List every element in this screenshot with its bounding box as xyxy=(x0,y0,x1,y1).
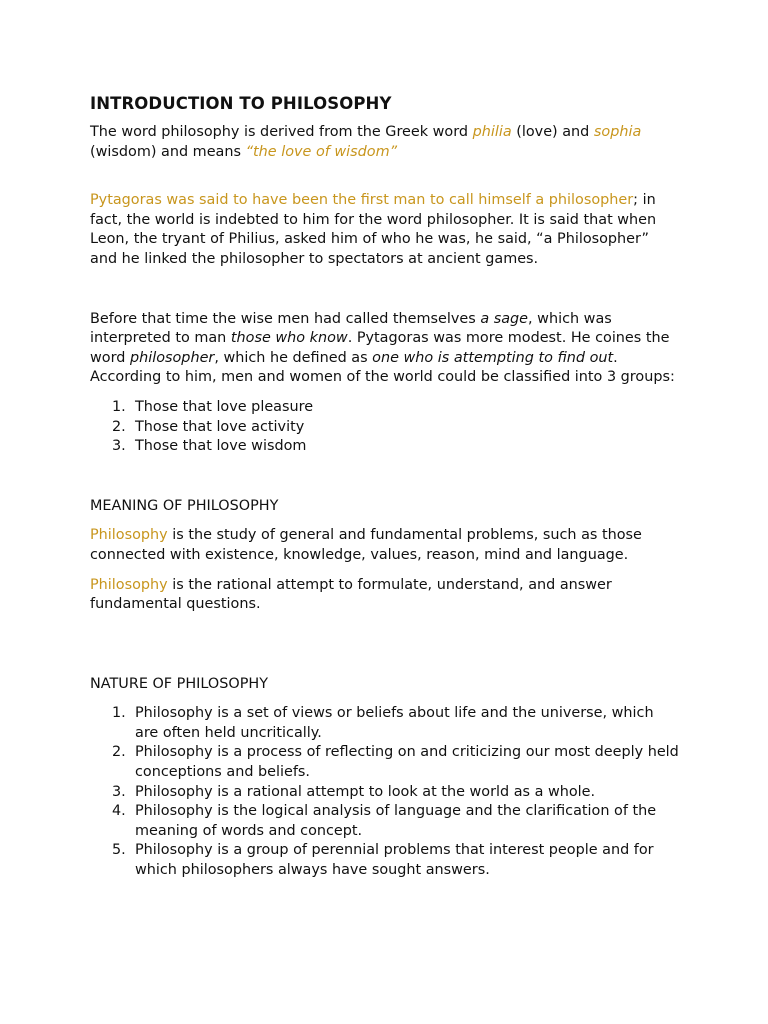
list-number: 3. xyxy=(112,783,126,800)
document-page xyxy=(90,94,680,881)
list-text: Philosophy is a group of perennial problems that interest people and for which philosophers always have sought answers. xyxy=(135,842,654,879)
list-item xyxy=(90,418,680,438)
list-text: Philosophy is the logical analysis of language and the clarification of the meaning of words and concept. xyxy=(135,803,657,839)
philia-term: philia xyxy=(472,124,512,140)
meaning-paragraph-2 xyxy=(90,576,680,615)
those-who-know-term: those who know xyxy=(230,330,348,347)
list-number: 2. xyxy=(112,418,126,435)
nature-heading: NATURE OF PHILOSOPHY xyxy=(90,675,268,692)
sage-term: a sage xyxy=(480,310,529,327)
list-number: 1. xyxy=(112,398,126,415)
philosopher-term: philosopher xyxy=(129,349,215,366)
meaning-text-1: is the study of general and fundamental problems, such as those connected with existence, knowledge, values, reason, mind and language. xyxy=(90,527,642,563)
before-text-2: , which was interpreted to man xyxy=(90,310,612,347)
list-item xyxy=(90,704,680,743)
list-number: 4. xyxy=(112,803,126,820)
sophia-term: sophia xyxy=(593,124,642,140)
list-number: 3. xyxy=(112,438,126,455)
intro-text-1: The word philosophy is derived from the Greek word xyxy=(90,124,473,140)
intro-paragraph xyxy=(90,123,680,162)
list-text: Philosophy is a process of reflecting on and criticizing our most deeply held conceptions and beliefs. xyxy=(135,744,679,781)
pytagoras-rest: ; in fact, the world is indebted to him for the word philosopher. It is said that when Leon, the tryant of Philius, asked him of who he was, he said, “a Philosopher” and he linked the philosopher to spectators at ancient games. xyxy=(90,192,657,267)
list-number: 5. xyxy=(112,842,126,859)
intro-text-3: (wisdom) and means xyxy=(90,143,246,160)
before-text-1: Before that time the wise men had called themselves xyxy=(90,310,481,327)
philosophy-term: Philosophy xyxy=(90,527,168,544)
groups-list xyxy=(90,398,680,457)
list-item xyxy=(90,841,680,880)
list-item xyxy=(90,398,680,418)
before-text-4: , which he defined as xyxy=(214,349,373,366)
list-text: Those that love pleasure xyxy=(135,398,314,415)
pytagoras-paragraph xyxy=(90,191,680,269)
list-number: 2. xyxy=(112,744,126,761)
list-text: Those that love activity xyxy=(135,418,305,435)
list-item xyxy=(90,783,680,803)
pytagoras-highlight: Pytagoras was said to have been the first man to call himself a philosopher xyxy=(90,192,634,209)
list-item xyxy=(90,743,680,782)
list-item xyxy=(90,437,680,457)
list-item xyxy=(90,802,680,841)
intro-text-2: (love) and xyxy=(511,124,594,140)
list-text: Philosophy is a rational attempt to look at the world as a whole. xyxy=(135,783,596,800)
definition-term: one who is attempting to find out xyxy=(372,349,614,366)
meaning-heading: MEANING OF PHILOSOPHY xyxy=(90,497,279,514)
meaning-paragraph-1 xyxy=(90,526,680,565)
list-text: Philosophy is a set of views or beliefs about life and the universe, which are often held uncritically. xyxy=(135,705,654,741)
before-text-3: . Pytagoras was more modest. He coines the word xyxy=(90,330,670,366)
before-text-5: . According to him, men and women of the world could be classified into 3 groups: xyxy=(90,349,675,386)
list-number: 1. xyxy=(112,705,126,722)
meaning-text-2: is the rational attempt to formulate, understand, and answer fundamental questions. xyxy=(90,576,612,613)
love-of-wisdom-quote: “the love of wisdom” xyxy=(245,143,398,160)
page-title: INTRODUCTION TO PHILOSOPHY xyxy=(90,94,392,113)
before-paragraph xyxy=(90,310,680,388)
nature-list xyxy=(90,704,680,880)
list-text: Those that love wisdom xyxy=(135,438,307,455)
philosophy-term: Philosophy xyxy=(90,576,168,593)
